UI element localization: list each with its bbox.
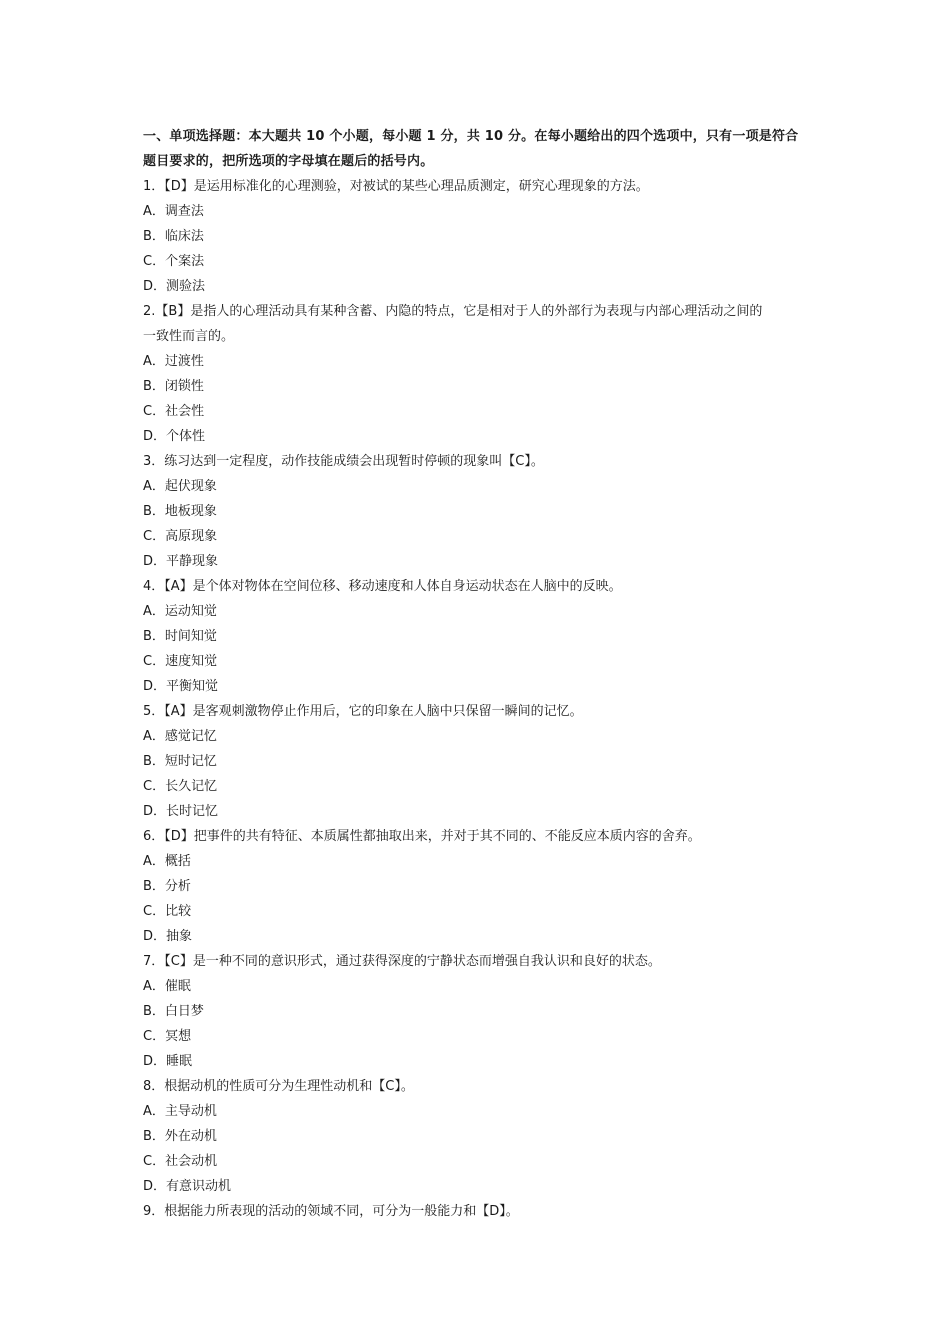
question-stem: 8．根据动机的性质可分为生理性动机和【C】。 bbox=[143, 1079, 414, 1094]
question-stem: 6．【D】把事件的共有特征、本质属性都抽取出来，并对于其不同的、不能反应本质内容的舍弃。 bbox=[143, 829, 701, 844]
option-c: C．社会性 bbox=[143, 404, 205, 419]
option-a: A．概括 bbox=[143, 854, 191, 869]
option-b: B．外在动机 bbox=[143, 1129, 217, 1144]
option-a: A．感觉记忆 bbox=[143, 729, 217, 744]
option-c: C．比较 bbox=[143, 904, 192, 919]
option-b: B．时间知觉 bbox=[143, 629, 217, 644]
option-b: B．短时记忆 bbox=[143, 754, 217, 769]
option-c: C．速度知觉 bbox=[143, 654, 218, 669]
question-2 bbox=[143, 299, 814, 449]
question-stem-continued: 一致性而言的。 bbox=[143, 329, 235, 344]
option-d: D．平衡知觉 bbox=[143, 679, 219, 694]
question-1 bbox=[143, 174, 814, 299]
question-stem: 5．【A】是客观刺激物停止作用后，它的印象在人脑中只保留一瞬间的记忆。 bbox=[143, 704, 583, 719]
option-b: B．地板现象 bbox=[143, 504, 217, 519]
option-d: D．睡眠 bbox=[143, 1054, 193, 1069]
question-stem: 7．【C】是一种不同的意识形式，通过获得深度的宁静状态而增强自我认识和良好的状态。 bbox=[143, 954, 661, 969]
question-stem: 2.【B】是指人的心理活动具有某种含蓄、内隐的特点，它是相对于人的外部行为表现与内部心理活动之间的 bbox=[143, 304, 763, 319]
option-b: B．分析 bbox=[143, 879, 191, 894]
question-3 bbox=[143, 449, 814, 574]
question-9 bbox=[143, 1199, 814, 1224]
option-c: C．社会动机 bbox=[143, 1154, 218, 1169]
option-b: B．临床法 bbox=[143, 229, 204, 244]
question-stem: 3．练习达到一定程度，动作技能成绩会出现暂时停顿的现象叫【C】。 bbox=[143, 454, 544, 469]
option-d: D．长时记忆 bbox=[143, 804, 219, 819]
option-a: A．起伏现象 bbox=[143, 479, 217, 494]
option-a: A．主导动机 bbox=[143, 1104, 217, 1119]
option-d: D．个体性 bbox=[143, 429, 206, 444]
question-4 bbox=[143, 574, 814, 699]
question-stem: 4．【A】是个体对物体在空间位移、移动速度和人体自身运动状态在人脑中的反映。 bbox=[143, 579, 622, 594]
section-heading-line1: 一、单项选择题：本大题共 10 个小题，每小题 1 分，共 10 分。在每小题给出的四个选项中，只有一项是符合 bbox=[143, 129, 799, 144]
question-8 bbox=[143, 1074, 814, 1199]
question-5 bbox=[143, 699, 814, 824]
option-d: D．抽象 bbox=[143, 929, 193, 944]
option-a: A．过渡性 bbox=[143, 354, 204, 369]
option-a: A．催眠 bbox=[143, 979, 191, 994]
question-7 bbox=[143, 949, 814, 1074]
option-c: C．个案法 bbox=[143, 254, 205, 269]
option-a: A．调查法 bbox=[143, 204, 204, 219]
option-b: B．闭锁性 bbox=[143, 379, 204, 394]
question-6 bbox=[143, 824, 814, 949]
option-c: C．冥想 bbox=[143, 1029, 192, 1044]
option-d: D．有意识动机 bbox=[143, 1179, 232, 1194]
option-b: B．白日梦 bbox=[143, 1004, 204, 1019]
question-stem: 9．根据能力所表现的活动的领域不同，可分为一般能力和【D】。 bbox=[143, 1204, 519, 1219]
option-c: C．长久记忆 bbox=[143, 779, 218, 794]
option-d: D．平静现象 bbox=[143, 554, 219, 569]
section-heading-line2: 题目要求的，把所选项的字母填在题后的括号内。 bbox=[143, 154, 434, 169]
option-d: D．测验法 bbox=[143, 279, 206, 294]
option-a: A．运动知觉 bbox=[143, 604, 217, 619]
question-stem: 1．【D】是运用标准化的心理测验，对被试的某些心理品质测定，研究心理现象的方法。 bbox=[143, 179, 649, 194]
option-c: C．高原现象 bbox=[143, 529, 218, 544]
